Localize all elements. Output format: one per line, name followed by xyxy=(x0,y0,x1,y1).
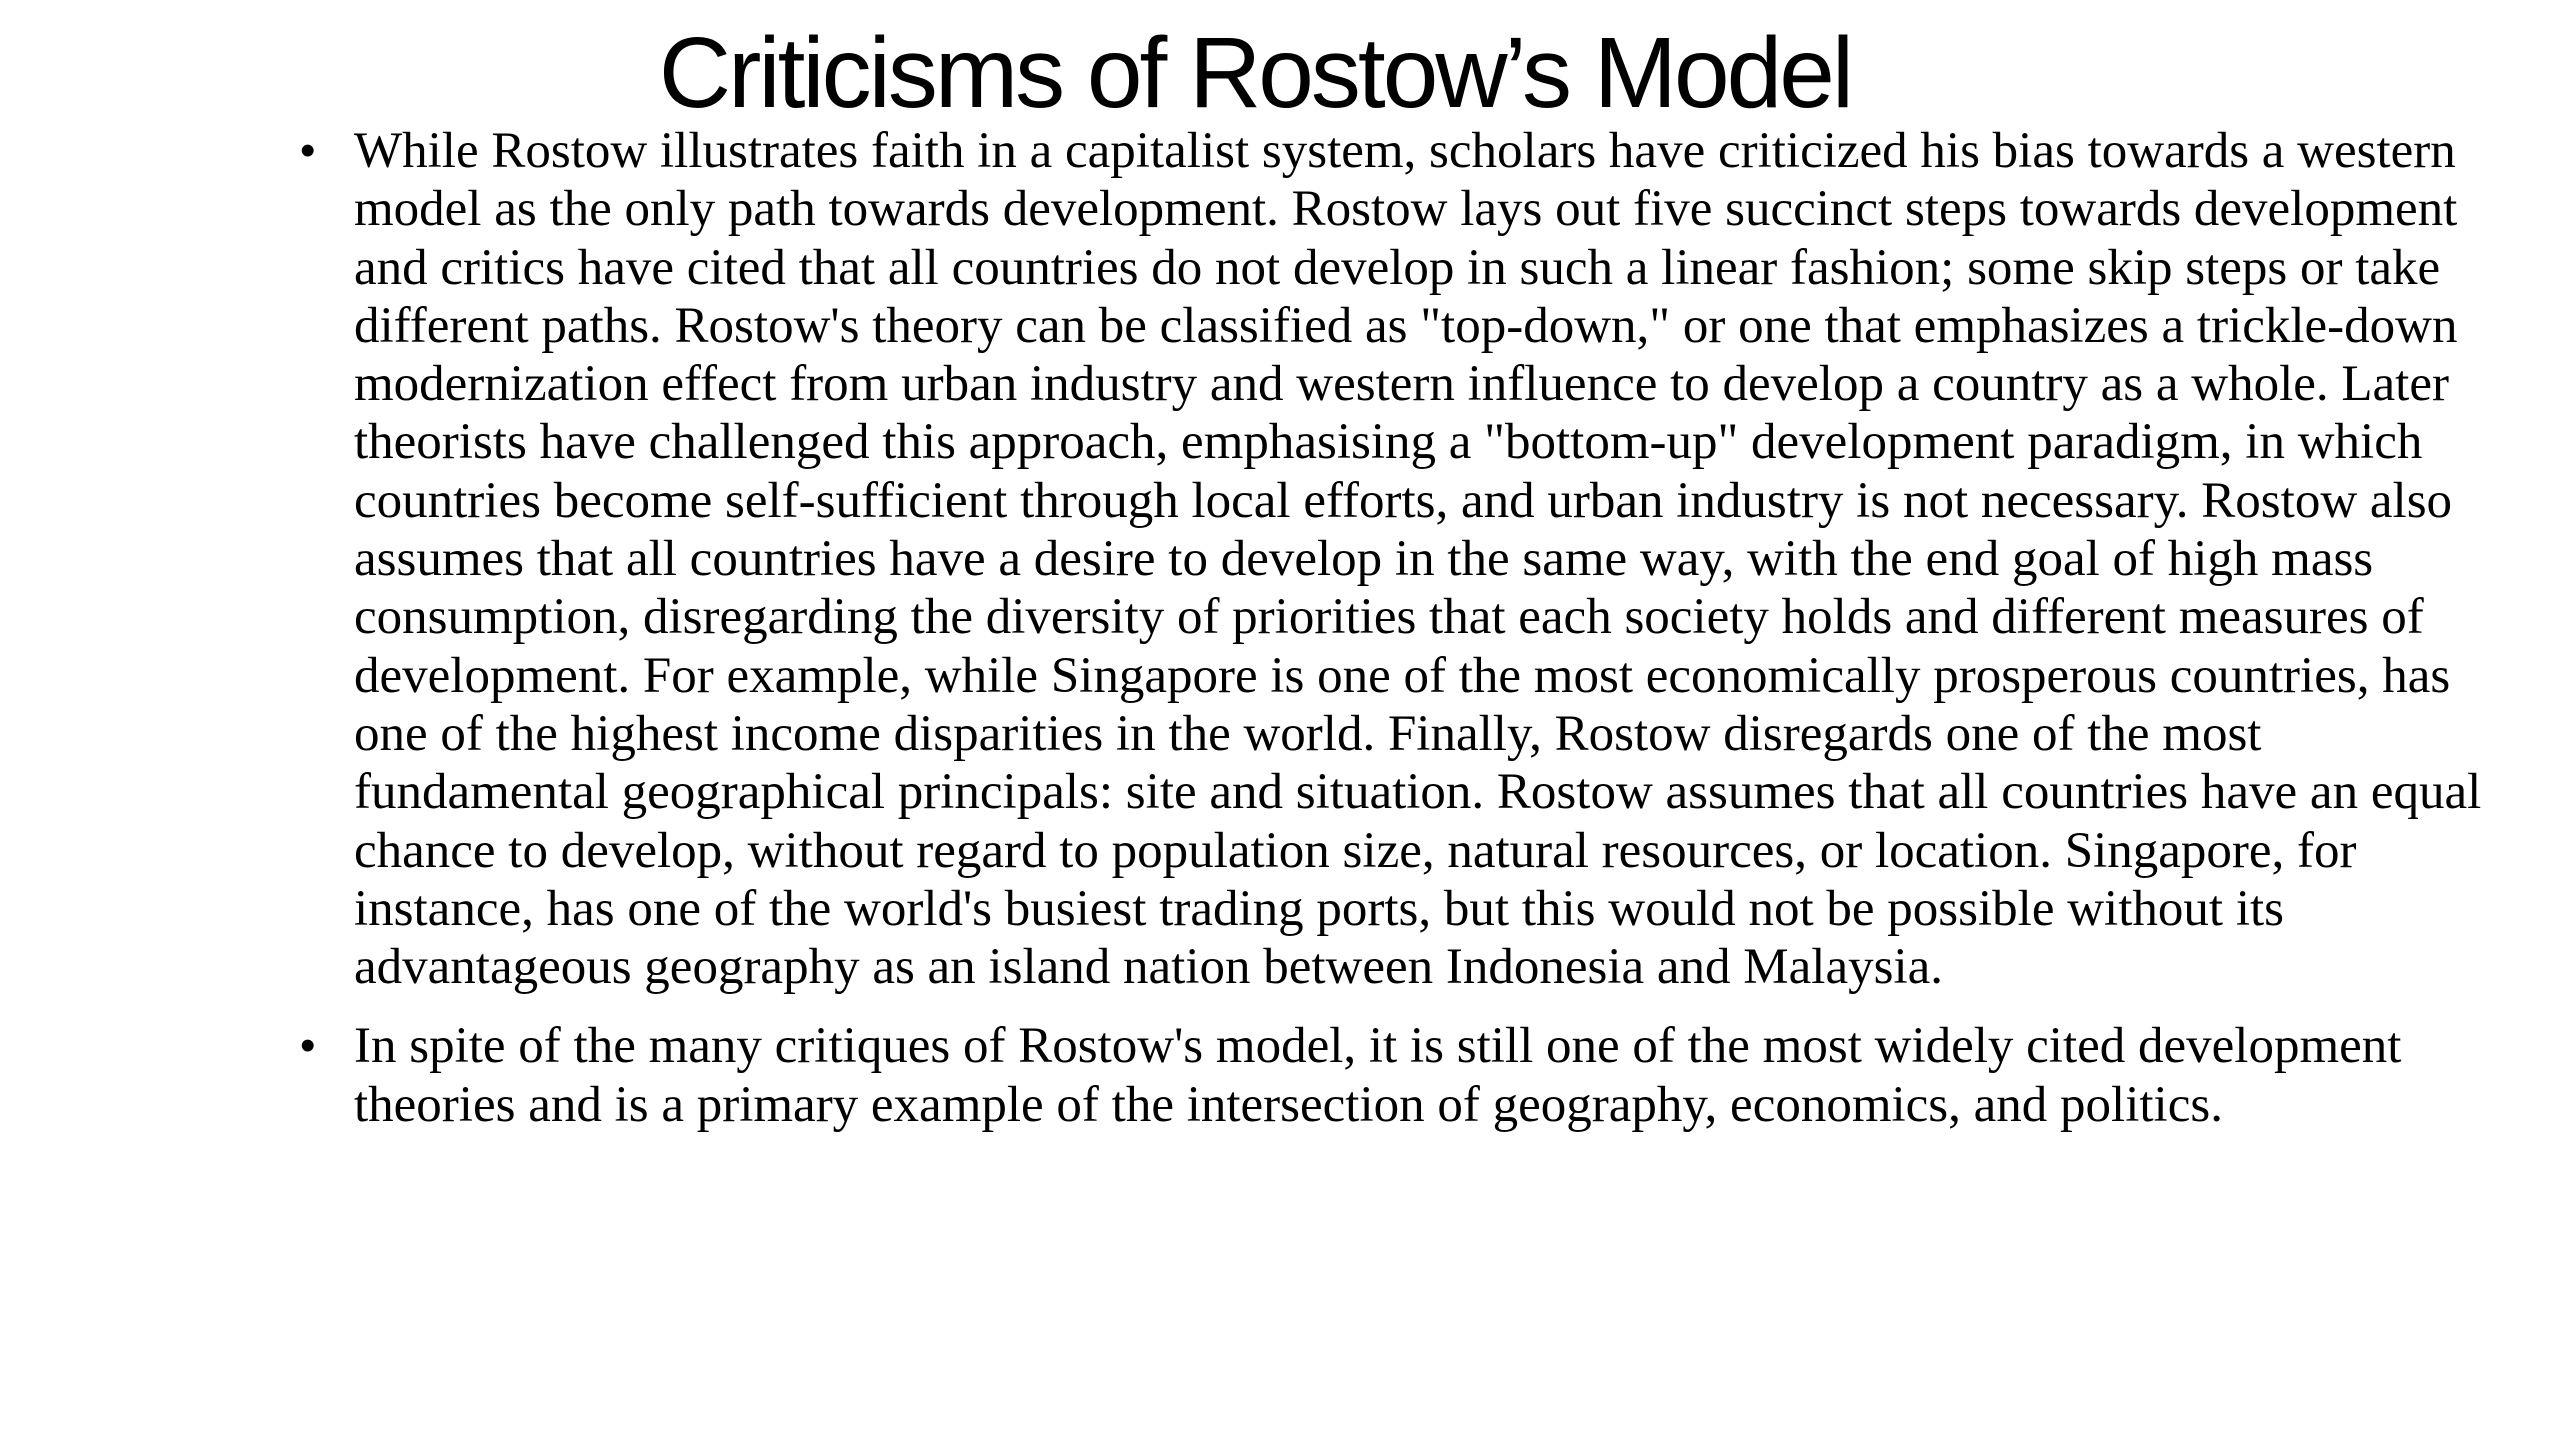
bullet-icon: • xyxy=(300,1021,316,1071)
bullet-text-2: In spite of the many critiques of Rostow's model, it is still one of the most widely cited development theories and is a primary example of the intersection of geography, economics, and politics. xyxy=(354,1018,2402,1133)
bullet-text-1: While Rostow illustrates faith in a capitalist system, scholars have criticized his bias towards a western model as the only path towards development. Rostow lays out five succinct steps towards development and critics have cited that all countries do not develop in such a linear fashion; some skip steps or take different paths. Rostow's theory can be classified as "top-down," or one that emphasizes a trickle-down modernization effect from urban industry and western influence to develop a country as a whole. Later theorists have challenged this approach, emphasising a "bottom-up" development paradigm, in which countries become self-sufficient through local efforts, and urban industry is not necessary. Rostow also assumes that all countries have a desire to develop in the same way, with the end goal of high mass consumption, disregarding the diversity of priorities that each society holds and different measures of development. For example, while Singapore is one of the most economically prosperous countries, has one of the highest income disparities in the world. Finally, Rostow disregards one of the most fundamental geographical principals: site and situation. Rostow assumes that all countries have an equal chance to develop, without regard to population size, natural resources, or location. Singapore, for instance, has one of the world's busiest trading ports, but this would not be possible without its advantageous geography as an island nation between Indonesia and Malaysia. xyxy=(354,123,2482,996)
bullet-item-2 xyxy=(300,1017,2495,1134)
bullet-item-1 xyxy=(300,122,2495,996)
slide-title: Criticisms of Rostow’s Model xyxy=(658,17,1852,129)
bullet-icon: • xyxy=(300,126,316,175)
bullet-list xyxy=(300,122,2495,1155)
